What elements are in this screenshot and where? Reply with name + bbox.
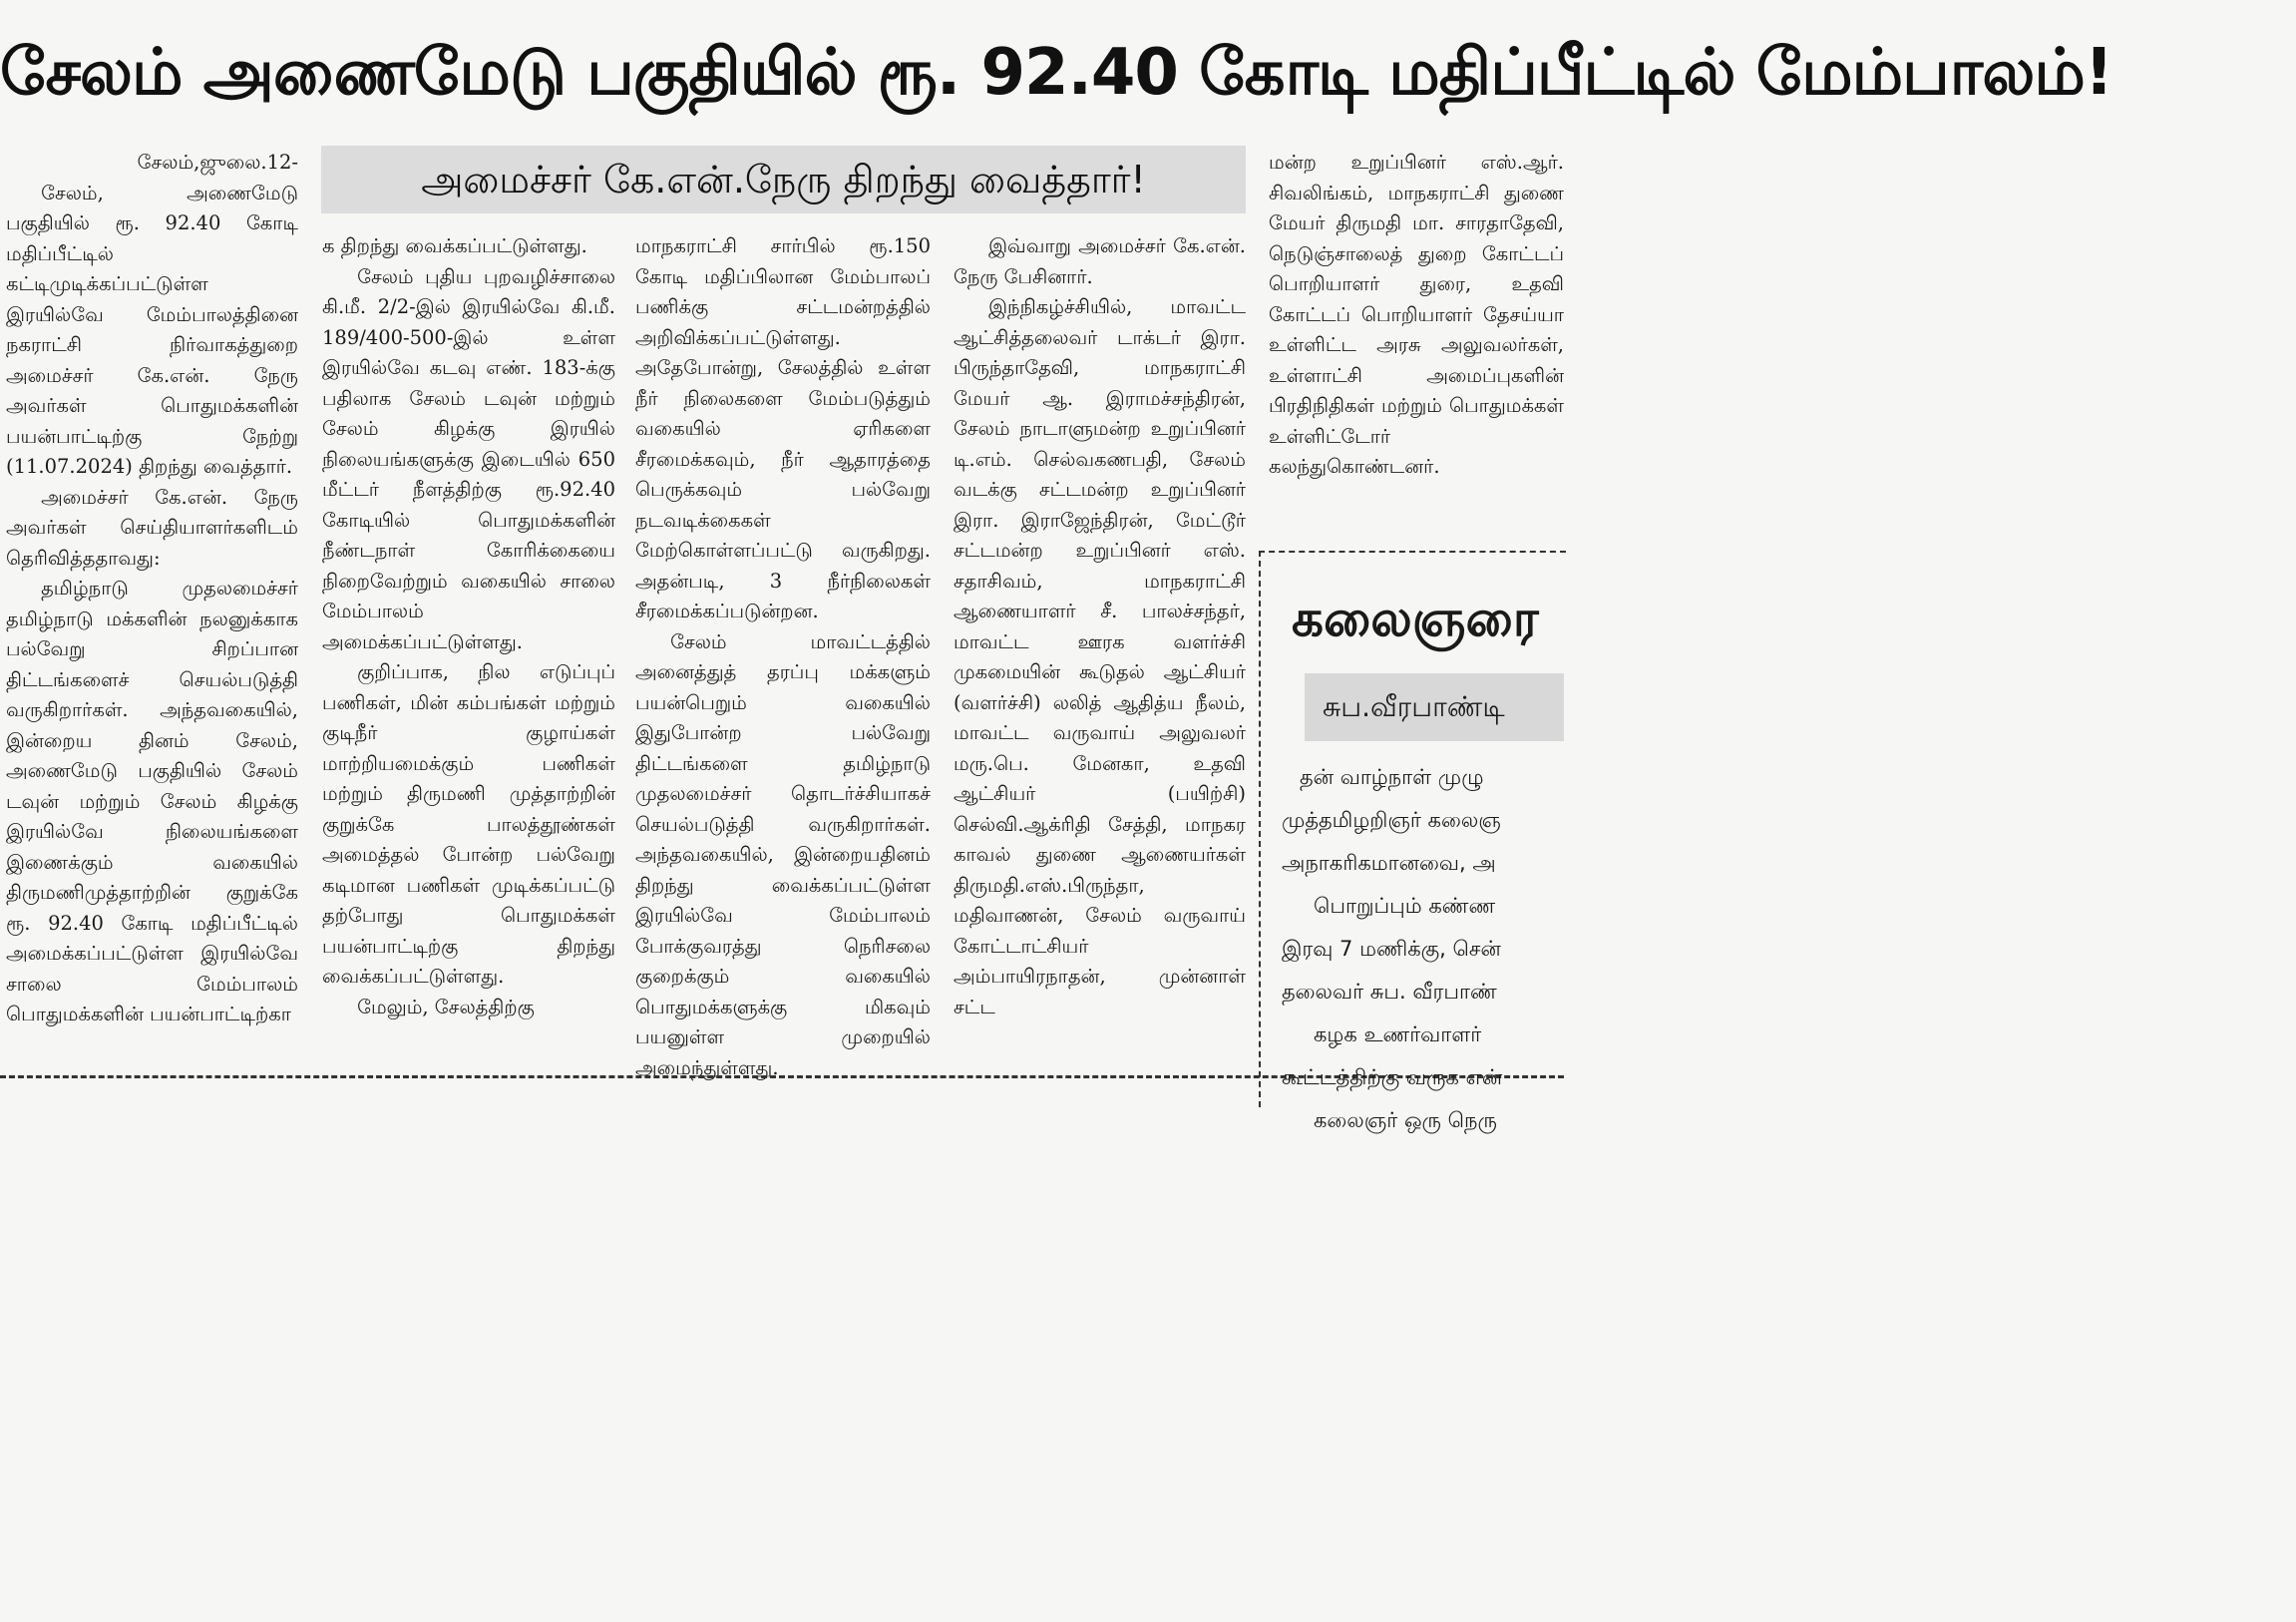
sidebar-author: சுப.வீரபாண்டி (1305, 673, 1564, 741)
sidebar-title: கலைஞரை (1292, 590, 1539, 647)
article-column-3 (635, 231, 931, 1079)
article-column-1 (6, 148, 298, 1075)
sidebar-line: அநாகரிகமானவை, அ (1282, 851, 1496, 875)
article-column-4 (954, 231, 1246, 1079)
sidebar-line: பொறுப்பும் கண்ண (1314, 894, 1496, 918)
sidebar-line: கூட்டத்திற்கு வருக என் (1282, 1065, 1503, 1089)
sidebar-body (1282, 756, 1564, 1132)
paragraph: சேலம் புதிய புறவழிச்சாலை கி.மீ. 2/2-இல் இரயில்வே கி.மீ. 189/400-500-இல் உள்ள இரயில்வே கடவு எண். 183-க்கு பதிலாக சேலம் டவுன் மற்றும் சேலம் கிழக்கு இரயில் நிலையங்களுக்கு இடையில் 650 மீட்டர் நீளத்திற்கு ரூ.92.40 கோடியில் பொதுமக்களின் நீண்டநாள் கோரிக்கையை நிறைவேற்றும் வகையில் சாலை மேம்பாலம் அமைக்கப்பட்டுள்ளது. (322, 264, 615, 653)
paragraph: குறிப்பாக, நில எடுப்புப் பணிகள், மின் கம்பங்கள் மற்றும் குடிநீர் குழாய்கள் மாற்றியமைக்கும் பணிகள் மற்றும் திருமணி முத்தாற்றின் குறுக்கே பாலத்தூண்கள் அமைத்தல் போன்ற பல்வேறு கடிமான பணிகள் முடிக்கப்பட்டு தற்போது பொதுமக்கள் பயன்பாட்டிற்கு திறந்து வைக்கப்பட்டுள்ளது. (322, 660, 615, 988)
article-column-2 (322, 231, 615, 1079)
paragraph: சேலம், அணைமேடு பகுதியில் ரூ. 92.40 கோடி மதிப்பீட்டில் கட்டிமுடிக்கப்பட்டுள்ள இரயில்வே மேம்பாலத்தினை நகராட்சி நிர்வாகத்துறை அமைச்சர் கே.என். நேரு அவர்கள் பொதுமக்களின் பயன்பாட்டிற்கு நேற்று (11.07.2024) திறந்து வைத்தார். (6, 181, 298, 478)
paragraph: சேலம் மாவட்டத்தில் அனைத்துத் தரப்பு மக்களும் பயன்பெறும் வகையில் இதுபோன்ற பல்வேறு திட்டங்களை தமிழ்நாடு முதலமைச்சர் தொடர்ச்சியாகச் செயல்படுத்தி வருகிறார்கள். அந்தவகையில், இன்றையதினம் திறந்து வைக்கப்பட்டுள்ள இரயில்வே மேம்பாலம் போக்குவரத்து நெரிசலை குறைக்கும் வகையில் பொதுமக்களுக்கு மிகவும் பயனுள்ள முறையில் அமைந்துள்ளது. (635, 629, 931, 1079)
article-column-5 (1269, 148, 1564, 537)
paragraph: இவ்வாறு அமைச்சர் கே.என். நேரு பேசினார். (954, 234, 1246, 288)
paragraph: அமைச்சர் கே.என். நேரு அவர்கள் செய்தியாளர்களிடம் தெரிவித்ததாவது: (6, 485, 298, 570)
paragraph: மாநகராட்சி சார்பில் ரூ.150 கோடி மதிப்பிலான மேம்பாலப் பணிக்கு சட்டமன்றத்தில் அறிவிக்கப்பட்டுள்ளது. அதேபோன்று, சேலத்தில் உள்ள நீர் நிலைகளை மேம்படுத்தும் வகையில் ஏரிகளை சீரமைக்கவும், நீர் ஆதாரத்தை பெருக்கவும் பல்வேறு நடவடிக்கைகள் மேற்கொள்ளப்பட்டு வருகிறது. அதன்படி, 3 நீர்நிலைகள் சீரமைக்கப்படுன்றன. (635, 234, 931, 622)
sidebar-line: கலைஞர் ஒரு நெரு (1314, 1108, 1497, 1132)
sidebar-line: தலைவர் சுப. வீரபாண் (1282, 980, 1497, 1004)
sidebar-line: முத்தமிழறிஞர் கலைஞ (1282, 808, 1501, 832)
sidebar-line: கழக உணர்வாளர் (1314, 1022, 1482, 1046)
paragraph: தமிழ்நாடு முதலமைச்சர் தமிழ்நாடு மக்களின் நலனுக்காக பல்வேறு சிறப்பான திட்டங்களைச் செயல்படுத்தி வருகிறார்கள். அந்தவகையில், இன்றைய தினம் சேலம், அணைமேடு பகுதியில் சேலம் டவுன் மற்றும் சேலம் கிழக்கு இரயில்வே நிலையங்களை இணைக்கும் வகையில் திருமணிமுத்தாற்றின் குறுக்கே ரூ. 92.40 கோடி மதிப்பீட்டில் அமைக்கப்பட்டுள்ள இரயில்வே சாலை மேம்பாலம் பொதுமக்களின் பயன்பாட்டிற்கா (6, 577, 298, 1025)
headline: சேலம் அணைமேடு பகுதியில் ரூ. 92.40 கோடி மதிப்பீட்டில் மேம்பாலம்! (0, 36, 2113, 110)
sidebar-line: தன் வாழ்நாள் முழு (1300, 765, 1484, 789)
sidebar-line: இரவு 7 மணிக்கு, சென் (1282, 937, 1501, 961)
dateline: சேலம்,ஜுலை.12- (137, 151, 298, 174)
subheadline: அமைச்சர் கே.என்.நேரு திறந்து வைத்தார்! (321, 146, 1246, 213)
paragraph: மன்ற உறுப்பினர் எஸ்.ஆர். சிவலிங்கம், மாநகராட்சி துணை மேயர் திருமதி மா. சாரதாதேவி, நெடுஞ்சாலைத் துறை கோட்டப் பொறியாளர் துரை, உதவி கோட்டப் பொறியாளர் தேசய்யா உள்ளிட்ட அரசு அலுவலர்கள், உள்ளாட்சி அமைப்புகளின் பிரதிநிதிகள் மற்றும் பொதுமக்கள் உள்ளிட்டோர் கலந்துகொண்டனர். (1269, 151, 1564, 478)
paragraph: க திறந்து வைக்கப்பட்டுள்ளது. (322, 234, 587, 257)
paragraph: இந்நிகழ்ச்சியில், மாவட்ட ஆட்சித்தலைவர் டாக்டர் இரா. பிருந்தாதேவி, மாநகராட்சி மேயர் ஆ. இராமச்சந்திரன், சேலம் நாடாளுமன்ற உறுப்பினர் டி.எம். செல்வகணபதி, சேலம் வடக்கு சட்டமன்ற உறுப்பினர் இரா. இராஜேந்திரன், மேட்டூர் சட்டமன்ற உறுப்பினர் எஸ். சதாசிவம், மாநகராட்சி ஆணையாளர் சீ. பாலச்சந்தர், மாவட்ட ஊரக வளர்ச்சி முகமையின் கூடுதல் ஆட்சியர் (வளர்ச்சி) லலித் ஆதித்ய நீலம், மாவட்ட வருவாய் அலுவலர் மரு.பெ. மேனகா, உதவி ஆட்சியர் (பயிற்சி) செல்வி.ஆக்ரிதி சேத்தி, மாநகர காவல் துணை ஆணையர்கள் திருமதி.எஸ்.பிருந்தா, மதிவாணன், சேலம் வருவாய் கோட்டாட்சியர் அம்பாயிரநாதன், முன்னாள் சட்ட (954, 295, 1246, 1018)
paragraph: மேலும், சேலத்திற்கு (357, 995, 535, 1018)
